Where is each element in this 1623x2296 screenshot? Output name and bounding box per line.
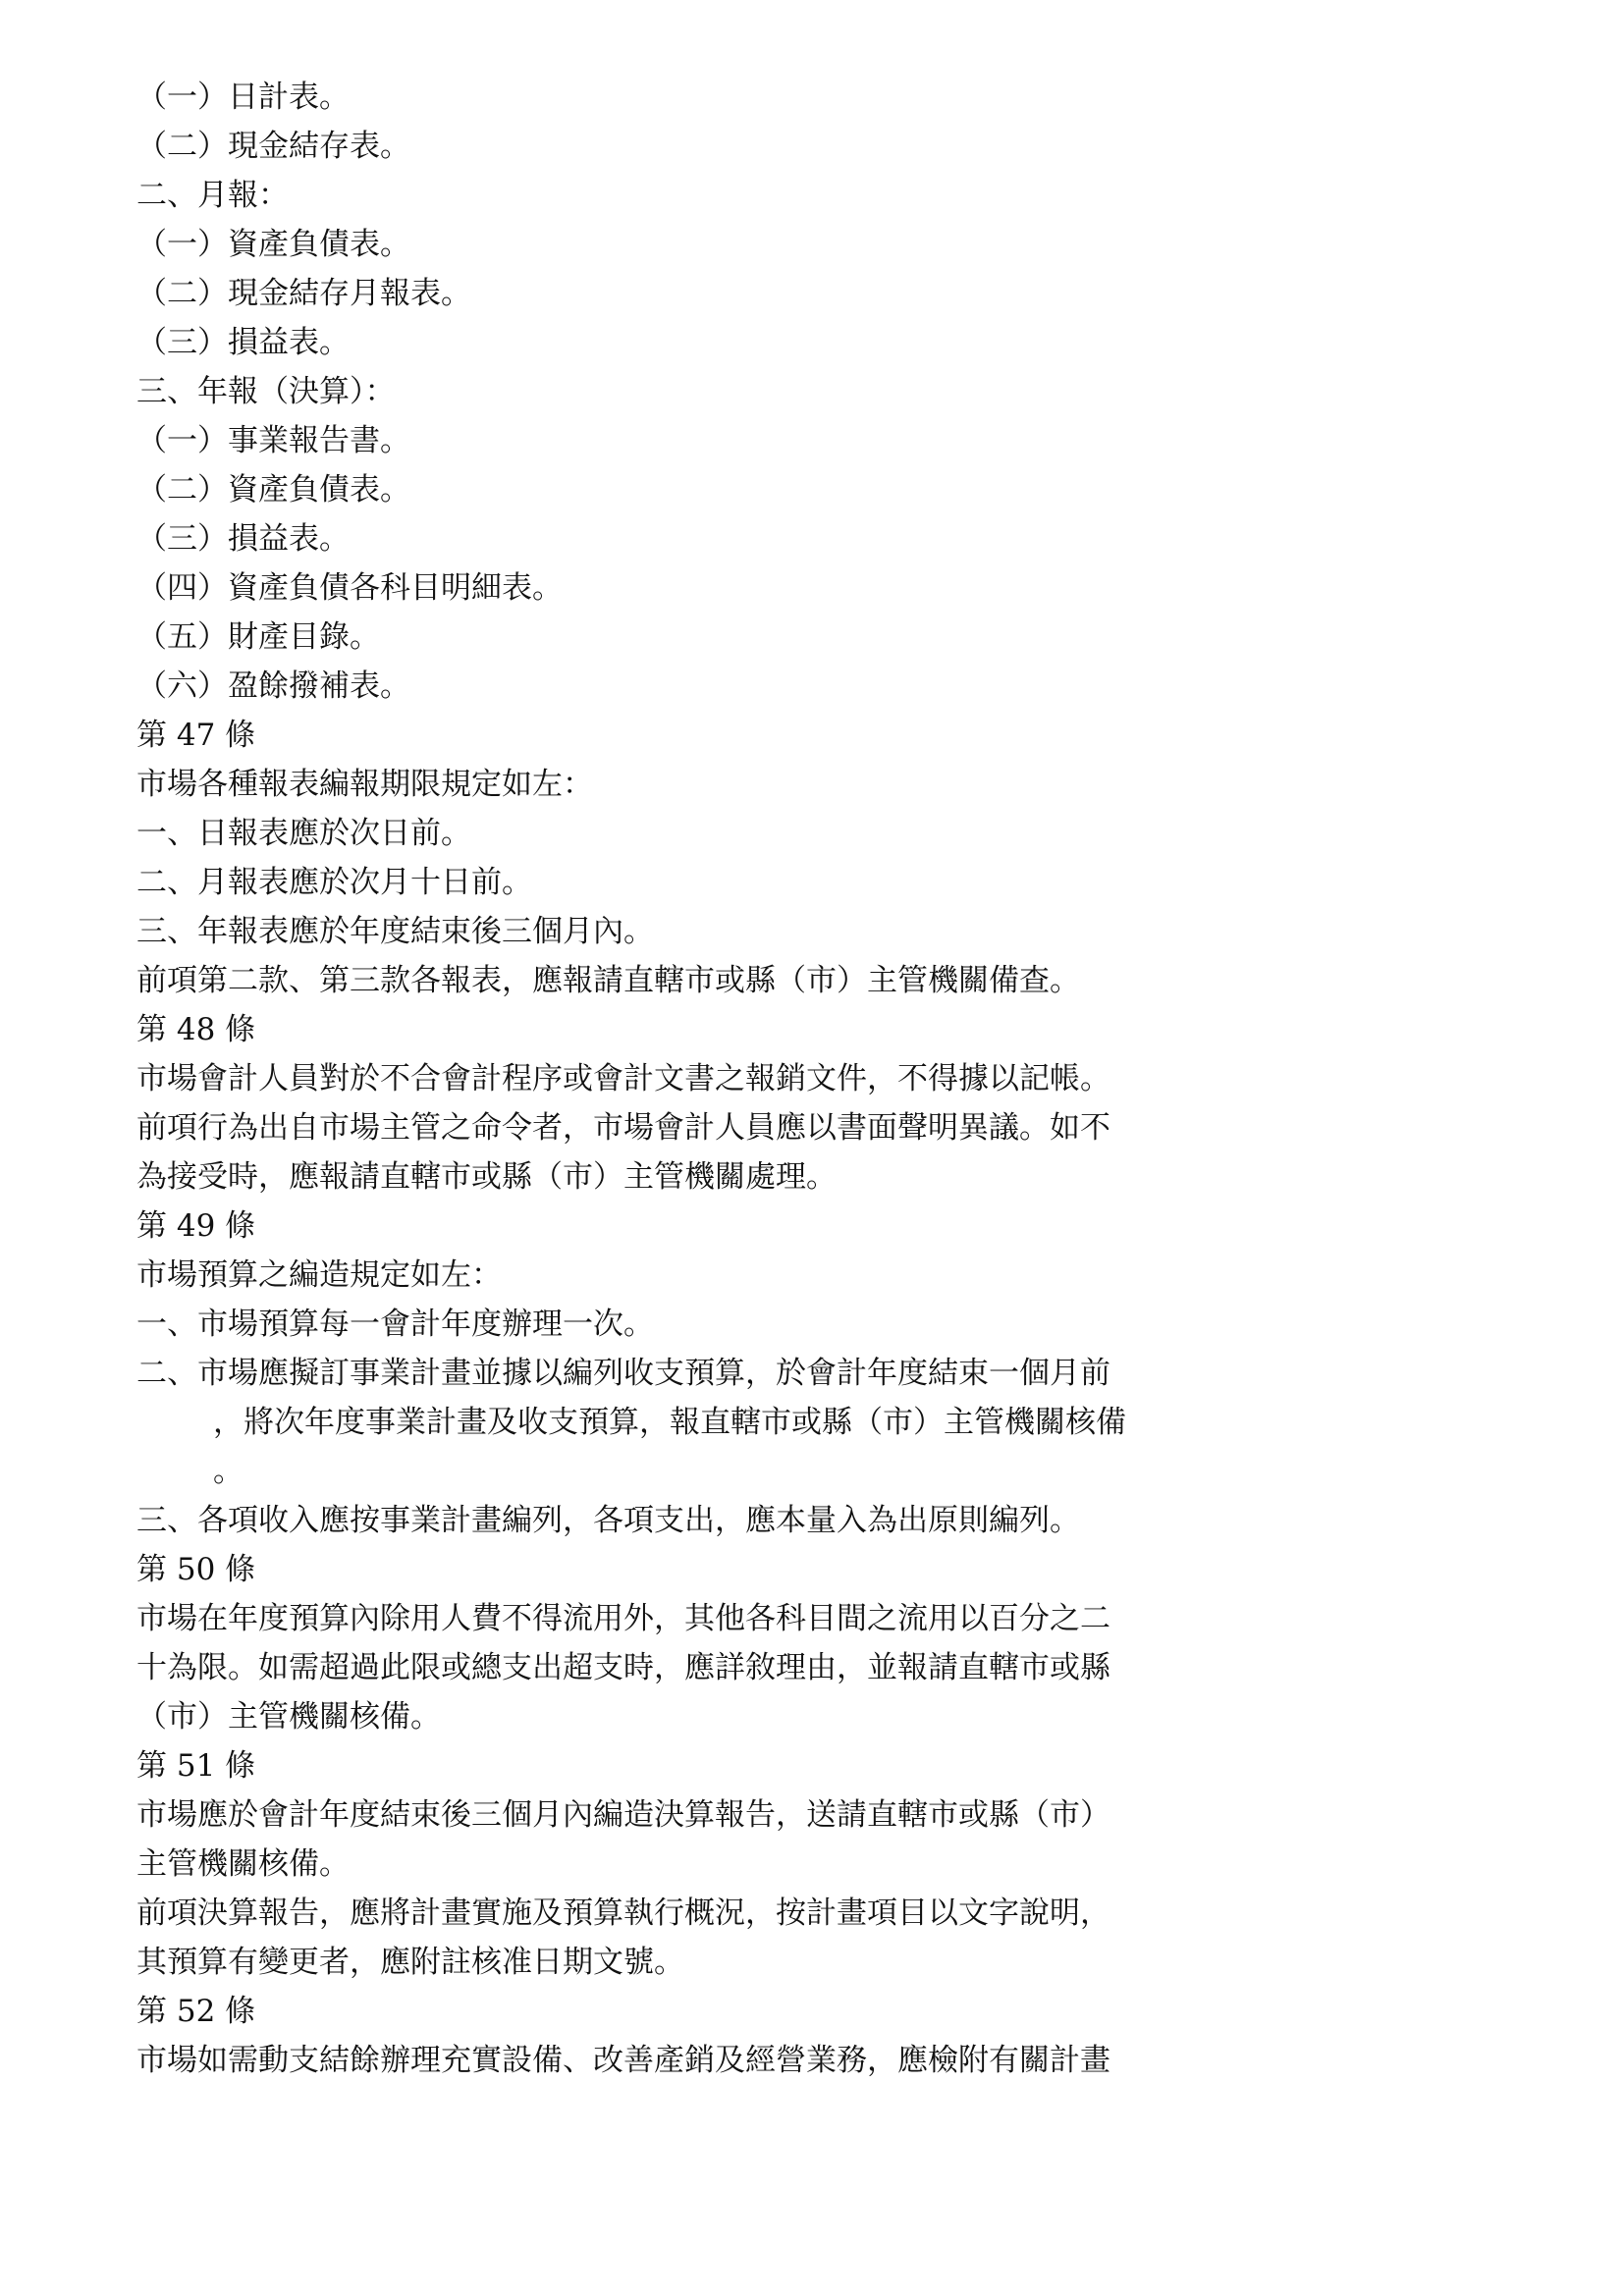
text-line: 市場如需動支結餘辦理充實設備、改善產銷及經營業務，應檢附有關計畫 bbox=[136, 2043, 1110, 2078]
text-line: 市場應於會計年度結束後三個月內編造決算報告，送請直轄市或縣（市） bbox=[136, 1797, 1110, 1833]
text-line: （一）事業報告書。 bbox=[136, 423, 410, 458]
text-line: （一）資產負債表。 bbox=[136, 227, 410, 262]
text-line: 三、年報（決算）： bbox=[136, 374, 396, 409]
text-line: 第 49 條 bbox=[136, 1208, 256, 1244]
text-line: （市）主管機關核備。 bbox=[136, 1699, 441, 1735]
text-line: 。 bbox=[213, 1454, 243, 1489]
text-line: （二）現金結存表。 bbox=[136, 129, 410, 164]
text-line: 三、各項收入應按事業計畫編列，各項支出，應本量入為出原則編列。 bbox=[136, 1503, 1080, 1538]
text-line: 主管機關核備。 bbox=[136, 1846, 350, 1882]
text-line: 市場各種報表編報期限規定如左： bbox=[136, 767, 593, 802]
text-line: 第 52 條 bbox=[136, 1994, 256, 2029]
text-line: 二、月報： bbox=[136, 178, 289, 213]
text-line: 前項第二款、第三款各報表，應報請直轄市或縣（市）主管機關備查。 bbox=[136, 963, 1080, 998]
text-line: 前項決算報告，應將計畫實施及預算執行概況，按計畫項目以文字說明， bbox=[136, 1896, 1110, 1931]
text-line: 第 50 條 bbox=[136, 1552, 256, 1587]
text-line: 二、市場應擬訂事業計畫並據以編列收支預算，於會計年度結束一個月前 bbox=[136, 1356, 1110, 1391]
text-line: 市場會計人員對於不合會計程序或會計文書之報銷文件，不得據以記帳。 bbox=[136, 1061, 1110, 1096]
text-line: ，將次年度事業計畫及收支預算，報直轄市或縣（市）主管機關核備 bbox=[213, 1405, 1126, 1440]
text-line: 三、年報表應於年度結束後三個月內。 bbox=[136, 914, 654, 949]
text-line: 十為限。如需超過此限或總支出超支時，應詳敘理由，並報請直轄市或縣 bbox=[136, 1650, 1110, 1685]
text-line: 一、日報表應於次日前。 bbox=[136, 816, 471, 851]
text-line: 第 48 條 bbox=[136, 1012, 256, 1047]
text-line: 第 51 條 bbox=[136, 1748, 256, 1784]
text-line: （三）損益表。 bbox=[136, 325, 350, 360]
text-line: （三）損益表。 bbox=[136, 521, 350, 557]
text-line: （一）日計表。 bbox=[136, 80, 350, 115]
text-line: 市場在年度預算內除用人費不得流用外，其他各科目間之流用以百分之二 bbox=[136, 1601, 1110, 1636]
text-line: （二）資產負債表。 bbox=[136, 472, 410, 507]
text-line: （二）現金結存月報表。 bbox=[136, 276, 471, 311]
text-line: 二、月報表應於次月十日前。 bbox=[136, 865, 532, 900]
text-line: 市場預算之編造規定如左： bbox=[136, 1257, 502, 1293]
text-line: 一、市場預算每一會計年度辦理一次。 bbox=[136, 1307, 654, 1342]
text-line: 其預算有變更者，應附註核准日期文號。 bbox=[136, 1945, 684, 1980]
text-line: （四）資產負債各科目明細表。 bbox=[136, 570, 563, 606]
text-line: 第 47 條 bbox=[136, 718, 256, 753]
text-line: 為接受時，應報請直轄市或縣（市）主管機關處理。 bbox=[136, 1159, 837, 1195]
text-line: （六）盈餘撥補表。 bbox=[136, 668, 410, 704]
text-line: （五）財產目錄。 bbox=[136, 619, 380, 655]
text-line: 前項行為出自市場主管之命令者，市場會計人員應以書面聲明異議。如不 bbox=[136, 1110, 1110, 1146]
document-body bbox=[136, 73, 1207, 2085]
